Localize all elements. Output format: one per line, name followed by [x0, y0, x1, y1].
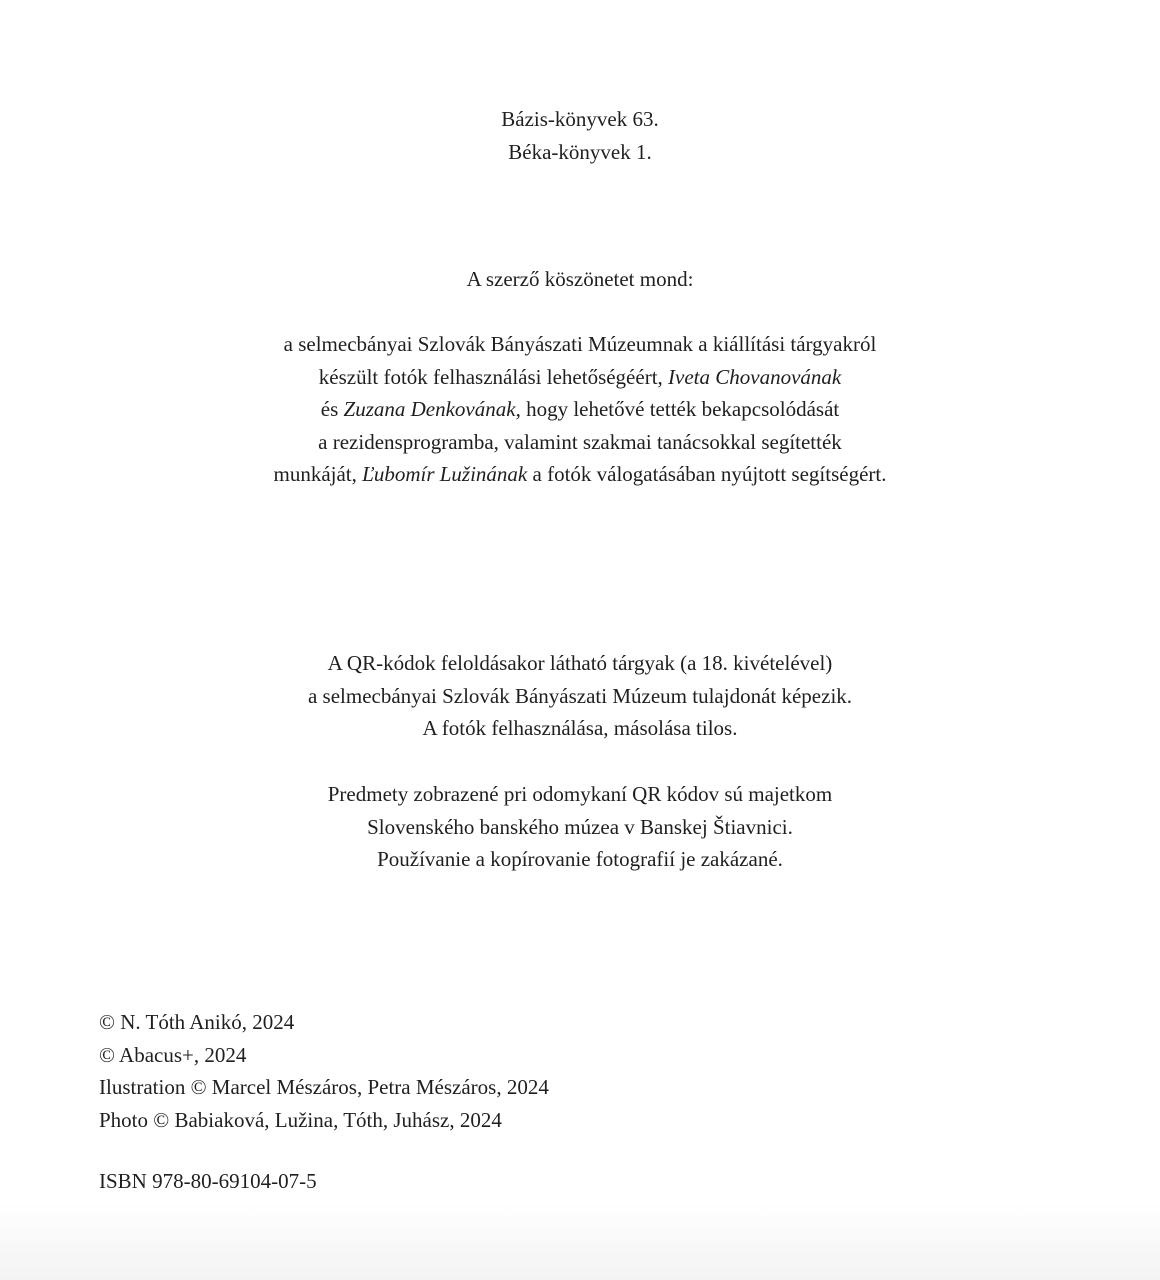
series-line-bazis: Bázis-könyvek 63. [501, 107, 659, 131]
series-line-beka: Béka-könyvek 1. [508, 139, 652, 164]
qr-notice-sk-line-3: Používanie a kopírovanie fotografií je zakázané. [377, 847, 783, 871]
acknowledgement-line-2-text: készült fotók felhasználási lehetőségéért, [318, 364, 669, 389]
qr-notice-hu-line-2: a selmecbányai Szlovák Bányászati Múzeum tulajdonát képezik. [307, 683, 853, 708]
acknowledgement-line-1: a selmecbányai Szlovák Bányászati Múzeumnak a kiállítási tárgyakról [283, 332, 877, 356]
person-name-chovanova: Iveta Chovanovának [668, 364, 842, 389]
qr-notice-hu-line-3: A fotók felhasználása, másolása tilos. [422, 716, 738, 740]
qr-notice-sk-line-2: Slovenského banského múzea v Banskej Štiavnici. [367, 814, 793, 839]
qr-notice-hu-line-1: A QR-kódok feloldásakor látható tárgyak (a 18. kivételével) [327, 651, 833, 675]
acknowledgement-text [0, 328, 1160, 491]
copyright-notices [99, 1006, 549, 1136]
isbn: ISBN 978-80-69104-07-5 [99, 1169, 317, 1193]
copyright-illustration: Ilustration © Marcel Mészáros, Petra Mészáros, 2024 [99, 1075, 549, 1099]
copyright-publisher: © Abacus+, 2024 [99, 1042, 247, 1067]
copyright-author: © N. Tóth Anikó, 2024 [99, 1010, 295, 1034]
acknowledgement-line-3-prefix: és [320, 397, 344, 421]
copyright-photo: Photo © Babiaková, Lužina, Tóth, Juhász, 2024 [99, 1107, 502, 1132]
acknowledgement-heading [0, 263, 1160, 296]
person-name-denkova: Zuzana Denkovának [343, 397, 516, 421]
acknowledgement-line-3 [0, 393, 1160, 426]
acknowledgement-line-5-prefix: munkáját, [273, 462, 363, 486]
person-name-luzina: Ľubomír Lužinának [362, 462, 528, 486]
qr-notice-slovak [0, 778, 1160, 876]
acknowledgement-line-5-suffix: a fotók válogatásában nyújtott segítségért. [527, 462, 887, 486]
acknowledgement-line-3-suffix: , hogy lehetővé tették bekapcsolódását [515, 397, 840, 421]
acknowledgement-line-4: a rezidensprogramba, valamint szakmai tanácsokkal segítették [318, 429, 842, 454]
acknowledgement-line-2 [0, 361, 1160, 394]
acknowledgement-line-5 [0, 458, 1160, 491]
series-info [0, 103, 1160, 168]
qr-notice-hungarian [0, 647, 1160, 745]
qr-notice-sk-line-1: Predmety zobrazené pri odomykaní QR kódov sú majetkom [327, 782, 833, 806]
acknowledgement-heading-text: A szerző köszönetet mond: [466, 267, 694, 291]
